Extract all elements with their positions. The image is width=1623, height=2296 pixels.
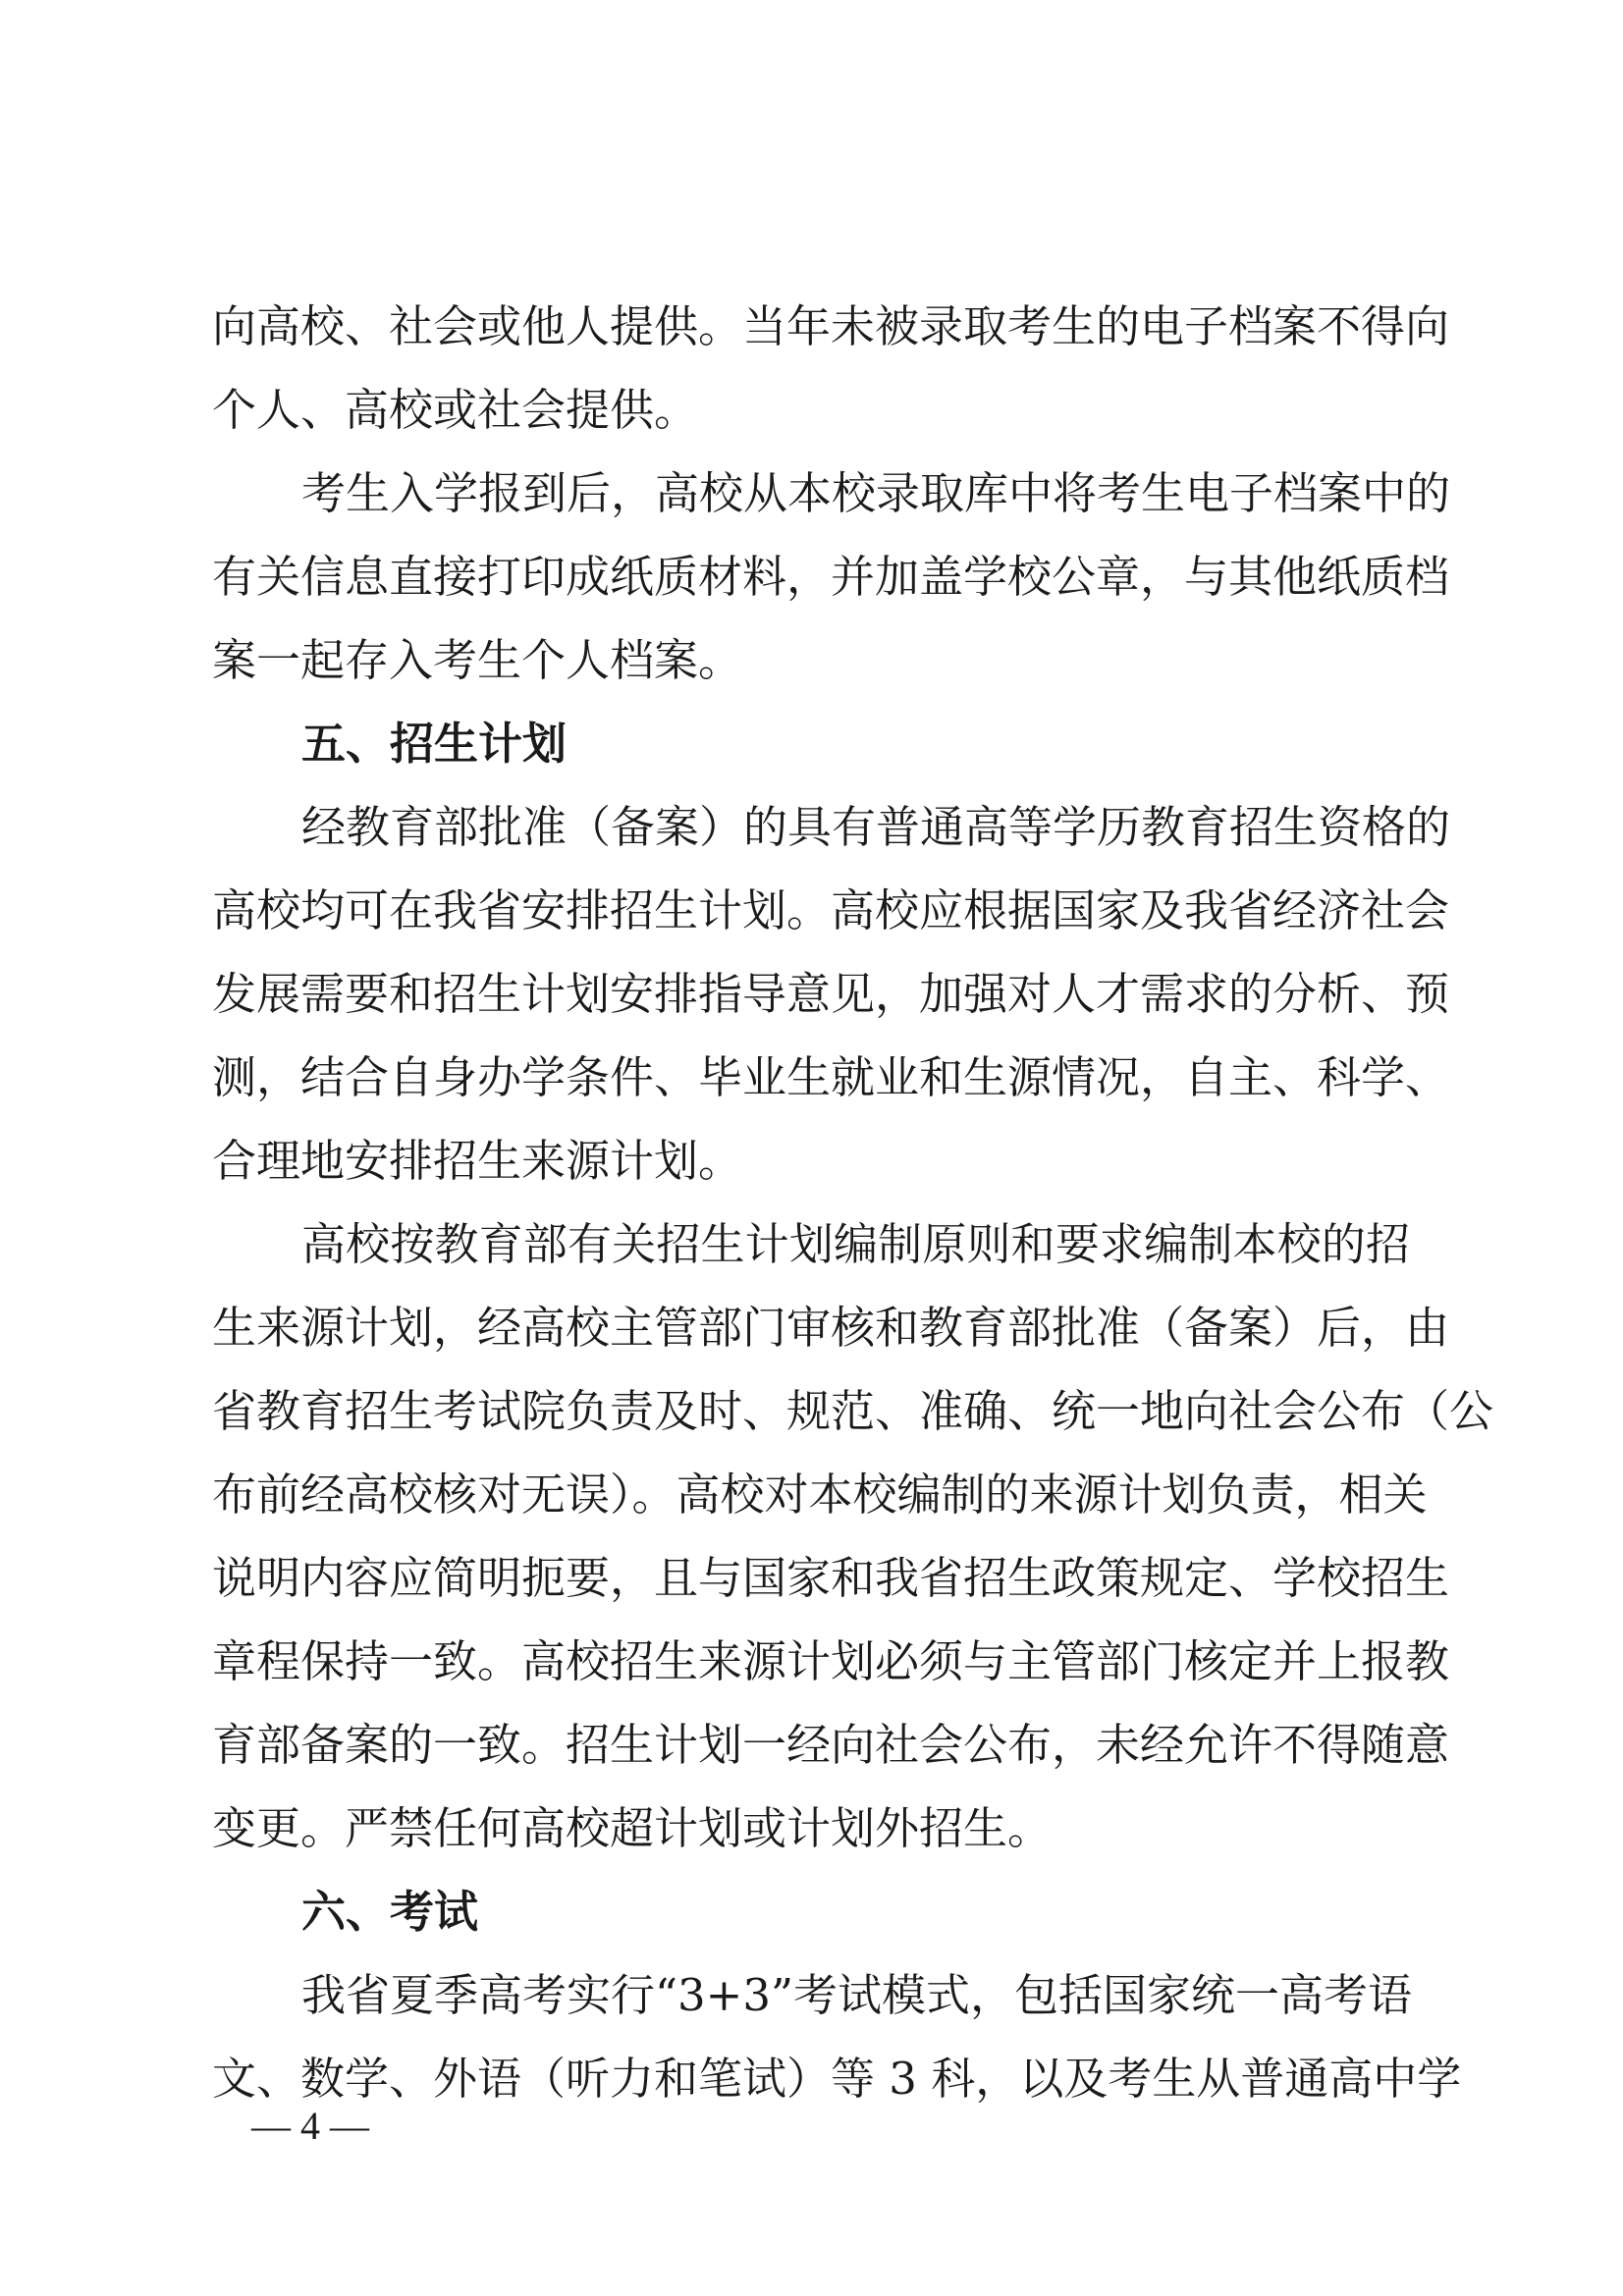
section-heading: 六、考试 <box>301 1886 479 1938</box>
text-line: 发展需要和招生计划安排指导意见，加强对人才需求的分析、预 <box>212 968 1450 1020</box>
text-line: 经教育部批准（备案）的具有普通高等学历教育招生资格的 <box>301 801 1451 853</box>
text-line: 有关信息直接打印成纸质材料，并加盖学校公章，与其他纸质档 <box>212 551 1450 603</box>
text-line: 文、数学、外语（听力和笔试）等 3 科，以及考生从普通高中学 <box>212 2053 1462 2105</box>
text-line: 测，结合自身办学条件、毕业生就业和生源情况，自主、科学、 <box>212 1051 1450 1103</box>
section-heading: 五、招生计划 <box>301 718 568 770</box>
text-line: 案一起存入考生个人档案。 <box>212 634 743 686</box>
text-line: 向高校、社会或他人提供。当年未被录取考生的电子档案不得向 <box>212 300 1450 352</box>
text-line: 个人、高校或社会提供。 <box>212 384 699 436</box>
text-line: 说明内容应简明扼要，且与国家和我省招生政策规定、学校招生 <box>212 1552 1450 1604</box>
text-line: 省教育招生考试院负责及时、规范、准确、统一地向社会公布（公 <box>212 1385 1494 1437</box>
text-line: 育部备案的一致。招生计划一经向社会公布，未经允许不得随意 <box>212 1719 1450 1771</box>
text-line: 高校均可在我省安排招生计划。高校应根据国家及我省经济社会 <box>212 884 1450 936</box>
text-line: 考生入学报到后，高校从本校录取库中将考生电子档案中的 <box>301 467 1451 519</box>
text-line: 生来源计划，经高校主管部门审核和教育部批准（备案）后，由 <box>212 1302 1450 1354</box>
text-line: 我省夏季高考实行“3+3”考试模式，包括国家统一高考语 <box>301 1969 1412 2021</box>
page-number: — 4 — <box>251 2104 369 2148</box>
text-line: 变更。严禁任何高校超计划或计划外招生。 <box>212 1802 1053 1854</box>
text-line: 布前经高校核对无误）。高校对本校编制的来源计划负责，相关 <box>212 1468 1428 1521</box>
text-line: 高校按教育部有关招生计划编制原则和要求编制本校的招 <box>301 1218 1410 1270</box>
text-line: 章程保持一致。高校招生来源计划必须与主管部门核定并上报教 <box>212 1635 1450 1687</box>
text-line: 合理地安排招生来源计划。 <box>212 1135 743 1187</box>
